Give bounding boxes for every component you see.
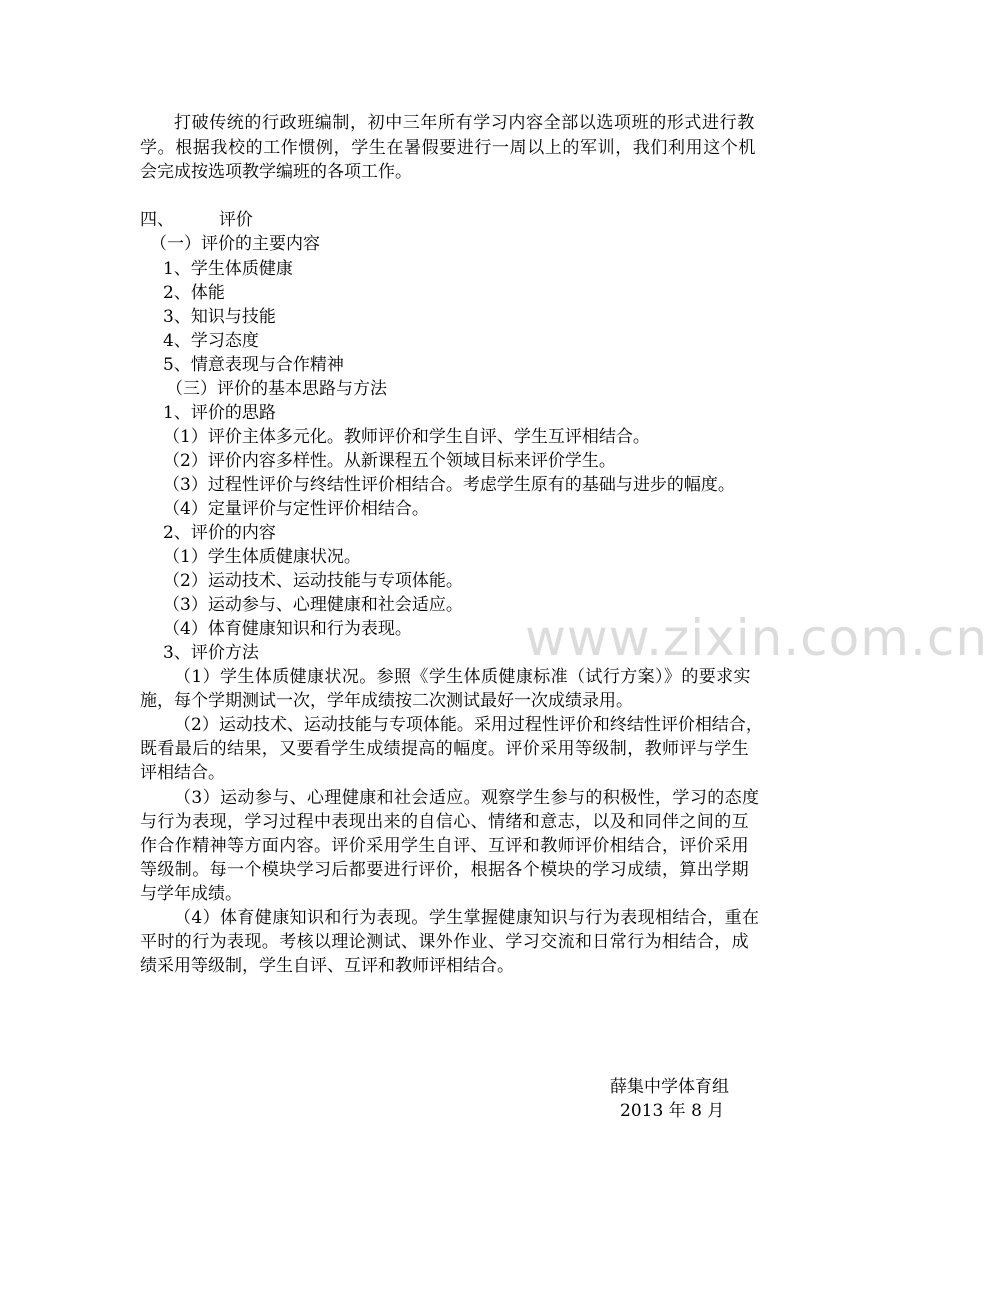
paragraph-line: （1）学生体质健康状况。参照《学生体质健康标准（试行方案）》的要求实 — [174, 667, 751, 687]
list-item: （2）评价内容多样性。从新课程五个领域目标来评价学生。 — [163, 451, 616, 471]
paragraph-line: 与学年成绩。 — [140, 884, 242, 904]
list-item: 1、评价的思路 — [163, 403, 276, 423]
list-item: 2、评价的内容 — [163, 523, 276, 543]
subsection-heading: （一）评价的主要内容 — [150, 234, 320, 254]
list-item: （1）学生体质健康状况。 — [163, 547, 361, 567]
list-item: （3）过程性评价与终结性评价相结合。考虑学生原有的基础与进步的幅度。 — [163, 475, 735, 495]
list-item: （3）运动参与、心理健康和社会适应。 — [163, 595, 463, 615]
list-item: 3、知识与技能 — [163, 307, 276, 327]
signature-organization: 薛集中学体育组 — [610, 1077, 729, 1097]
watermark: www.zixin.com.cn — [525, 609, 988, 667]
paragraph-line: 打破传统的行政班编制，初中三年所有学习内容全部以选项班的形式进行教 — [174, 113, 755, 133]
paragraph-line: 与行为表现，学习过程中表现出来的自信心、情绪和意志，以及和同伴之间的互 — [140, 812, 749, 832]
paragraph-line: 作合作精神等方面内容。评价采用学生自评、互评和教师评价相结合，评价采用 — [140, 836, 749, 856]
signature-date: 2013 年 8 月 — [620, 1101, 725, 1121]
list-item: 4、学习态度 — [163, 331, 259, 351]
section-title: 评价 — [218, 210, 253, 230]
list-item: （2）运动技术、运动技能与专项体能。 — [163, 571, 463, 591]
list-item: 1、学生体质健康 — [163, 259, 293, 279]
subsection-heading: （三）评价的基本思路与方法 — [166, 379, 387, 399]
list-item: 2、体能 — [163, 283, 225, 303]
section-heading — [140, 208, 782, 232]
paragraph-line: 绩采用等级制，学生自评、互评和教师评相结合。 — [140, 956, 514, 976]
paragraph-line: 等级制。每一个模块学习后都要进行评价，根据各个模块的学习成绩，算出学期 — [140, 860, 749, 880]
paragraph-line: （4）体育健康知识和行为表现。学生掌握健康知识与行为表现相结合，重在 — [174, 908, 760, 928]
list-item: （4）体育健康知识和行为表现。 — [163, 619, 412, 639]
paragraph-line: 学。根据我校的工作惯例，学生在暑假要进行一周以上的军训，我们利用这个机 — [140, 138, 756, 158]
list-item: 3、评价方法 — [163, 643, 259, 663]
paragraph-line: 评相结合。 — [140, 763, 225, 783]
paragraph-line: 平时的行为表现。考核以理论测试、课外作业、学习交流和日常行为相结合，成 — [140, 932, 749, 952]
paragraph-line: 施，每个学期测试一次，学年成绩按二次测试最好一次成绩录用。 — [140, 691, 633, 711]
list-item: 5、情意表现与合作精神 — [163, 355, 344, 375]
paragraph-line: （3）运动参与、心理健康和社会适应。观察学生参与的积极性，学习的态度 — [174, 788, 760, 808]
section-number: 四、 — [140, 210, 174, 230]
list-item: （1）评价主体多元化。教师评价和学生自评、学生互评相结合。 — [163, 427, 650, 447]
paragraph-line: 会完成按选项教学编班的各项工作。 — [140, 162, 412, 182]
paragraph-line: （2）运动技术、运动技能与专项体能。采用过程性评价和终结性评价相结合， — [174, 715, 763, 735]
paragraph-line: 既看最后的结果，又要看学生成绩提高的幅度。评价采用等级制，教师评与学生 — [140, 739, 749, 759]
list-item: （4）定量评价与定性评价相结合。 — [163, 499, 429, 519]
